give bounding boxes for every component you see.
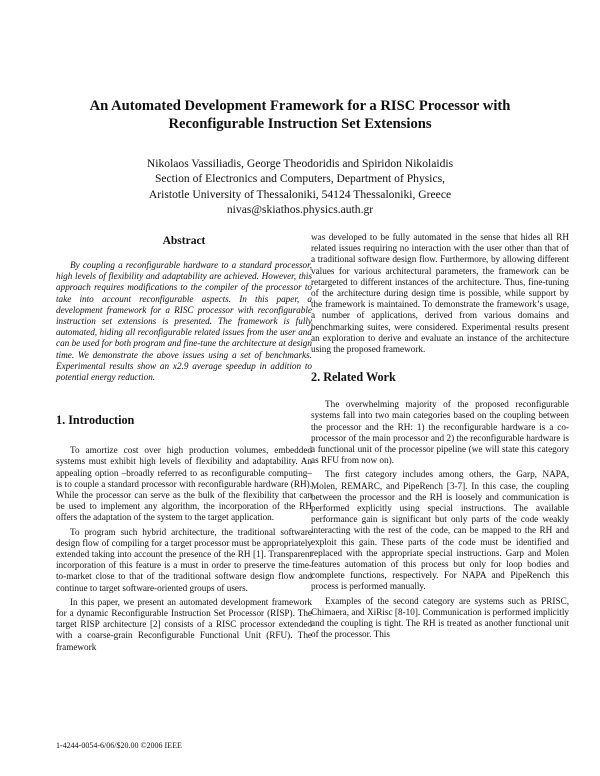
intro-paragraph-3-continued: was developed to be fully automated in the sense that hides all RH related issues requiring no interaction with the user other than that of a traditional software design flow. Furthermore, by allowing different values for various architectural parameters, the framework can be retargeted to different instances of the architecture. Thus, fine-tuning of the architecture during design time is possible, while support by the framework is maintained. To demonstrate the framework’s usage, a number of applications, derived from various domains and benchmarking suites, were considered. Experimental results present an exploration to derive and evaluate an instance of the architecture using the proposed framework. (311, 232, 569, 355)
related-paragraph-1: The overwhelming majority of the proposed reconfigurable systems fall into two main categories based on the coupling between the processor and the RH: 1) the reconfigurable hardware is a co-processor of the main processor and 2) the reconfigurable hardware is a functional unit of the processor pipeline (we will state this category as RFU from now on). (311, 399, 569, 466)
introduction-heading: 1. Introduction (56, 413, 135, 428)
related-paragraph-2: The first category includes among others, the Garp, NAPA, Molen, REMARC, and PipeRench [3-7]. In this case, the coupling between the processor and the RH is loosely and communication is performed explicitly using special instructions. The available performance gain is significant but only parts of the code weakly interacting with the rest of the code, can be mapped to the RH and exploit this gain. These parts of the code must be identified and replaced with the appropriate special instructions. Garp and Molen features automation of this process but only for loop bodies and complete functions, respectively. For NAPA and PipeRench this process is performed manually. (311, 469, 569, 592)
intro-paragraph-3: In this paper, we present an automated development framework for a dynamic Reconfigurable Instruction Set Processor (RISP). The target RISP architecture [2] consists of a RISC processor extended with a coarse-grain Reconfigurable Functional Unit (RFU). The framework (56, 596, 312, 652)
affiliation-line-2: Aristotle University of Thessaloniki, 54124 Thessaloniki, Greece (148, 187, 452, 201)
abstract-text: By coupling a reconfigurable hardware to a standard processor, high levels of flexibility and adaptability are achieved. However, this approach requires modifications to the compiler of the processor to take into account reconfigurable aspects. In this paper, a development framework for a RISC processor with reconfigurable instruction set extensions is presented. The framework is fully automated, hiding all reconfigurable related issues from the user and can be used for both program and fine-tune the architecture at design time. We demonstrate the above issues using a set of benchmarks. Experimental results show an x2.9 average speedup in addition to potential energy reduction. (56, 260, 312, 383)
author-email: nivas@skiathos.physics.auth.gr (226, 203, 374, 217)
author-block (80, 156, 520, 218)
left-column (56, 232, 312, 653)
right-column (311, 232, 569, 641)
related-paragraph-3: Examples of the second category are systems such as PRISC, Chimaera, and XiRisc [8-10]. Communication is performed implicitly and the coupling is tight. The RH is treated as another functional unit of the processor. This (311, 595, 569, 640)
affiliation-line-1: Section of Electronics and Computers, Department of Physics, (154, 172, 446, 186)
copyright-footer: 1-4244-0054-6/06/$20.00 ©2006 IEEE (56, 741, 182, 750)
author-names: Nikolaos Vassiliadis, George Theodoridis and Spiridon Nikolaidis (146, 157, 454, 170)
related-work-heading: 2. Related Work (311, 370, 396, 385)
intro-paragraph-1: To amortize cost over high production volumes, embedded systems must exhibit high levels of flexibility and adaptability. An appealing option –broadly referred to as reconfigurable computing– is to couple a standard processor with reconfigurable hardware (RH). While the processor can serve as the bulk of the flexibility that can be used to implement any algorithm, the incorporation of the RH offers the adaptation of the system to the target application. (56, 445, 312, 523)
title-line-2: Reconfigurable Instruction Set Extensions (168, 116, 432, 132)
paper-title (60, 97, 540, 133)
abstract-heading: Abstract (162, 235, 206, 247)
intro-paragraph-2: To program such hybrid architecture, the traditional software design flow of compiling for a target processor must be appropriately extended taking into account the presence of the RH [1]. Transparent incorporation of this feature is a must in order to preserve the time-to-market close to that of the traditional software design flow and continue to target software-oriented groups of users. (56, 526, 312, 593)
title-line-1: An Automated Development Framework for a RISC Processor with (89, 98, 511, 114)
